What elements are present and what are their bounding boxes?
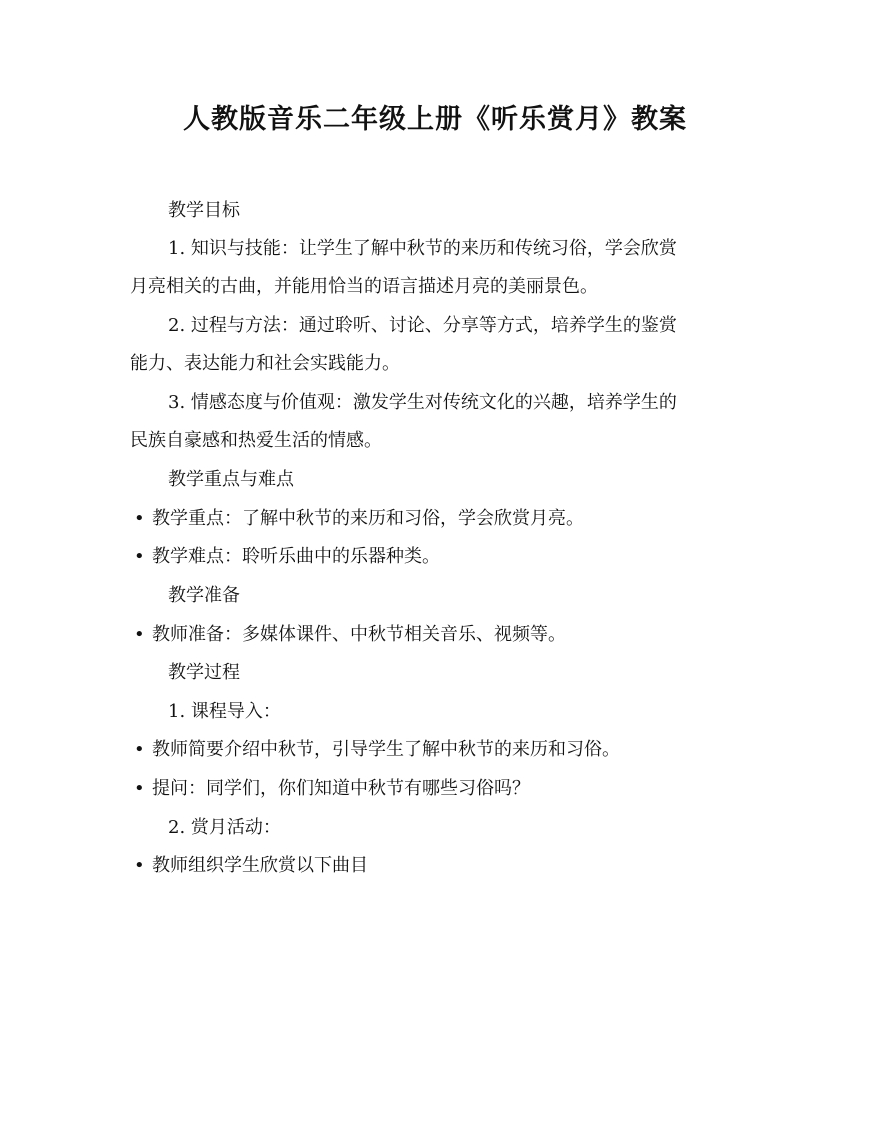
heading-preparation: 教学准备 (168, 585, 240, 606)
numbered-item: 1. 课程导入： (168, 701, 281, 722)
list-item-text: 教师准备：多媒体课件、中秋节相关音乐、视频等。 (152, 624, 566, 645)
bullet-icon: • (134, 546, 145, 567)
list-item-text: 提问：同学们，你们知道中秋节有哪些习俗吗？ (152, 778, 530, 799)
bullet-icon: • (134, 855, 145, 876)
paragraph-line: 3. 情感态度与价值观：激发学生对传统文化的兴趣，培养学生的 (168, 392, 677, 413)
list-item (130, 731, 740, 769)
paragraph-line: 民族自豪感和热爱生活的情感。 (130, 430, 382, 451)
list-item (130, 500, 740, 538)
list-item (130, 616, 740, 654)
list-item-text: 教师简要介绍中秋节，引导学生了解中秋节的来历和习俗。 (152, 739, 620, 760)
list-item (130, 538, 740, 576)
numbered-item: 2. 赏月活动： (168, 817, 281, 838)
bullet-icon: • (134, 778, 145, 799)
heading-teaching-process: 教学过程 (168, 662, 240, 683)
list-item-text: 教学难点：聆听乐曲中的乐器种类。 (152, 546, 440, 567)
bullet-icon: • (134, 624, 145, 645)
heading-key-points: 教学重点与难点 (168, 469, 294, 490)
document-title: 人教版音乐二年级上册《听乐赏月》教案 (183, 104, 687, 135)
paragraph-line: 能力、表达能力和社会实践能力。 (130, 353, 400, 374)
list-item-text: 教学重点：了解中秋节的来历和习俗，学会欣赏月亮。 (152, 508, 584, 529)
list-item (130, 847, 740, 885)
heading-teaching-objectives: 教学目标 (168, 200, 240, 221)
paragraph-line: 1. 知识与技能：让学生了解中秋节的来历和传统习俗，学会欣赏 (168, 238, 677, 259)
bullet-icon: • (134, 508, 145, 529)
bullet-icon: • (134, 739, 145, 760)
list-item-text: 教师组织学生欣赏以下曲目 (152, 855, 368, 876)
paragraph-line: 2. 过程与方法：通过聆听、讨论、分享等方式，培养学生的鉴赏 (168, 315, 677, 336)
paragraph-line: 月亮相关的古曲，并能用恰当的语言描述月亮的美丽景色。 (130, 276, 598, 297)
list-item (130, 770, 740, 808)
